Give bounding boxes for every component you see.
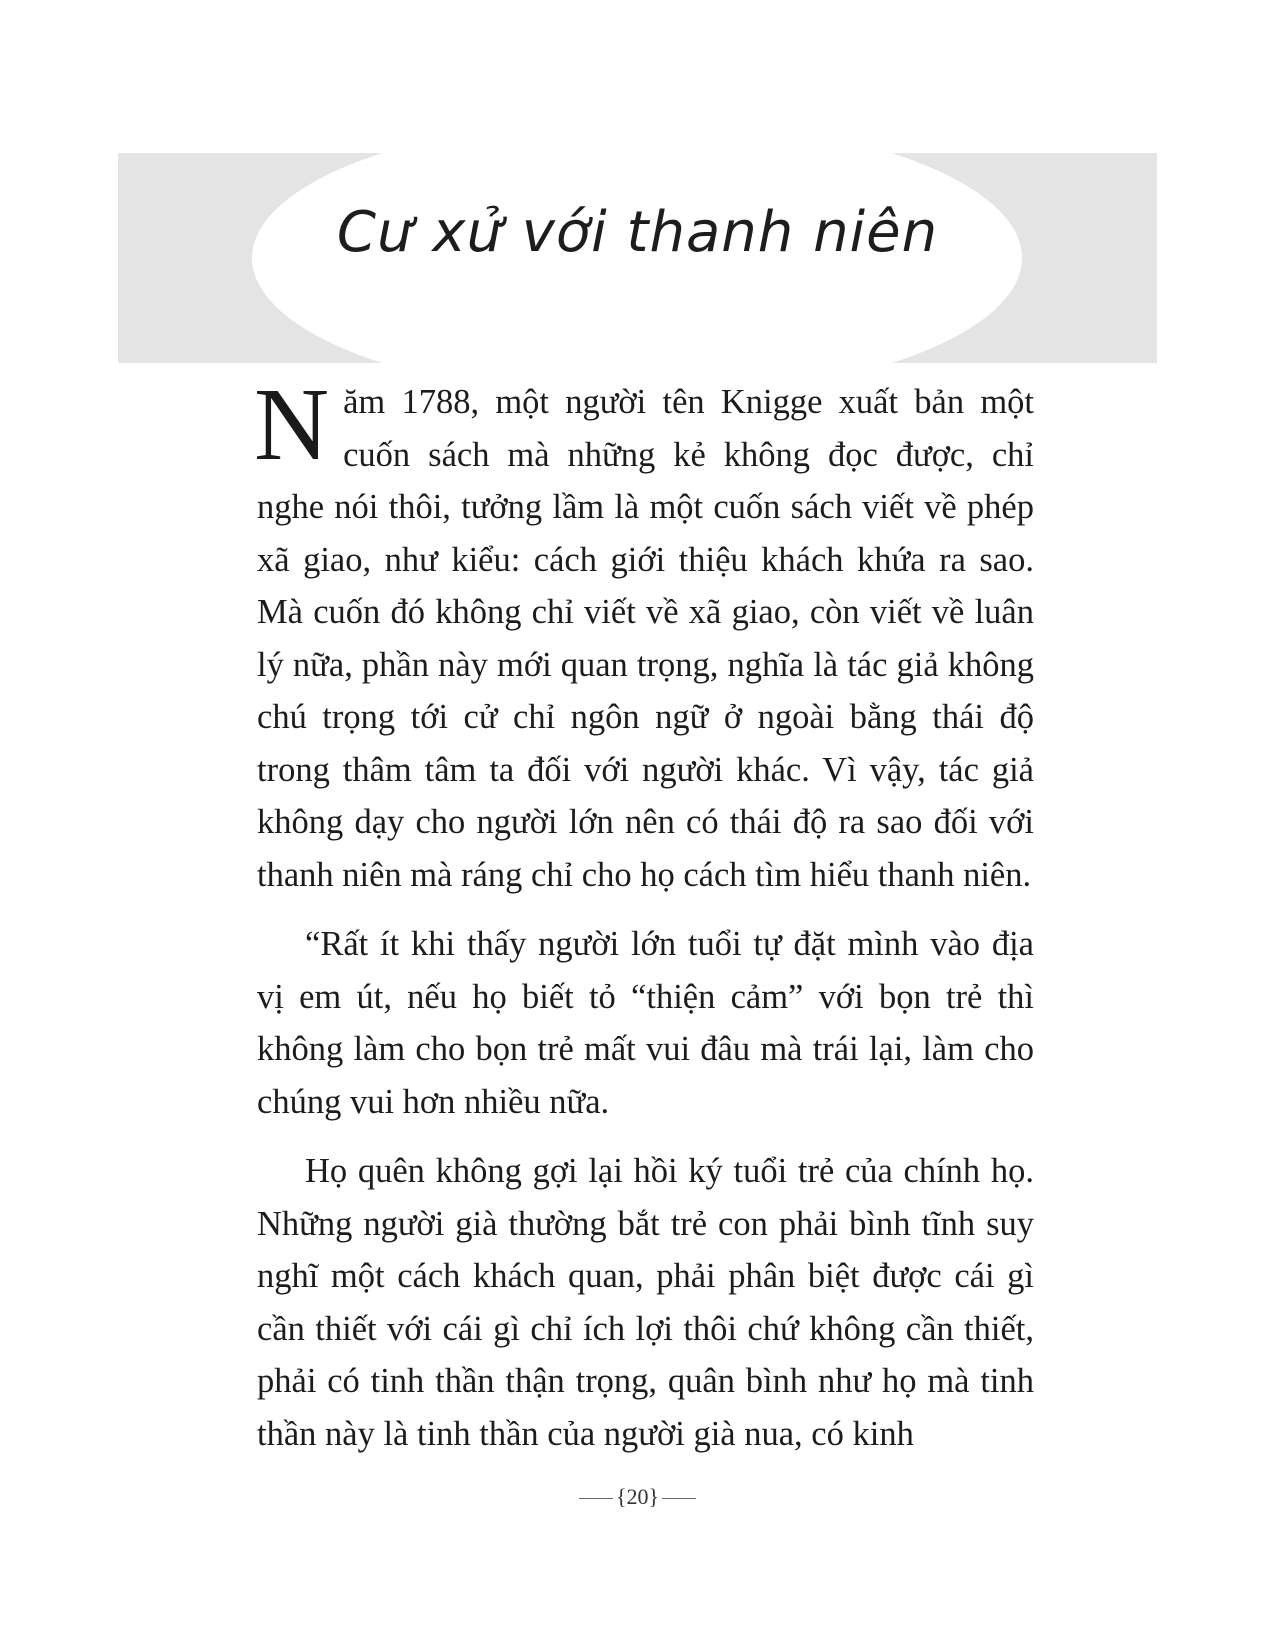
page-footer: {20}	[0, 1484, 1275, 1510]
paragraph-1-text: ăm 1788, một người tên Knigge xuất bản một cuốn sách mà những kẻ không đọc được, chỉ nghe nói thôi, tưởng lầm là một cuốn sách viết về phép xã giao, như kiểu: cách giới thiệu khách khứa ra sao. Mà cuốn đó không chỉ viết về xã giao, còn viết về luân lý nữa, phần này mới quan trọng, nghĩa là tác giả không chú trọng tới cử chỉ ngôn ngữ ở ngoài bằng thái độ trong thâm tâm ta đối với người khác. Vì vậy, tác giả không dạy cho người lớn nên có thái độ ra sao đối với thanh niên mà ráng chỉ cho họ cách tìm hiểu thanh niên.	[257, 383, 1034, 894]
footer-rule-right	[662, 1498, 696, 1499]
paragraph-2: “Rất ít khi thấy người lớn tuổi tự đặt mình vào địa vị em út, nếu họ biết tỏ “thiện cảm” với bọn trẻ thì không làm cho bọn trẻ mất vui đâu mà trái lại, làm cho chúng vui hơn nhiều nữa.	[257, 925, 1034, 1121]
drop-cap: N	[254, 367, 330, 482]
page-number: 20	[626, 1484, 649, 1509]
footer-rule-left	[579, 1498, 613, 1499]
paragraph-1	[254, 367, 1034, 901]
chapter-title: Cư xử với thanh niên	[336, 200, 939, 265]
paragraph-3: Họ quên không gợi lại hồi ký tuổi trẻ của chính họ. Những người già thường bắt trẻ con phải bình tĩnh suy nghĩ một cách khách quan, phải phân biệt được cái gì cần thiết với cái gì chỉ ích lợi thôi chứ không cần thiết, phải có tinh thần thận trọng, quân bình như họ mà tinh thần này là tinh thần của người già nua, có kinh	[257, 1152, 1034, 1453]
chapter-body	[254, 367, 1034, 1477]
